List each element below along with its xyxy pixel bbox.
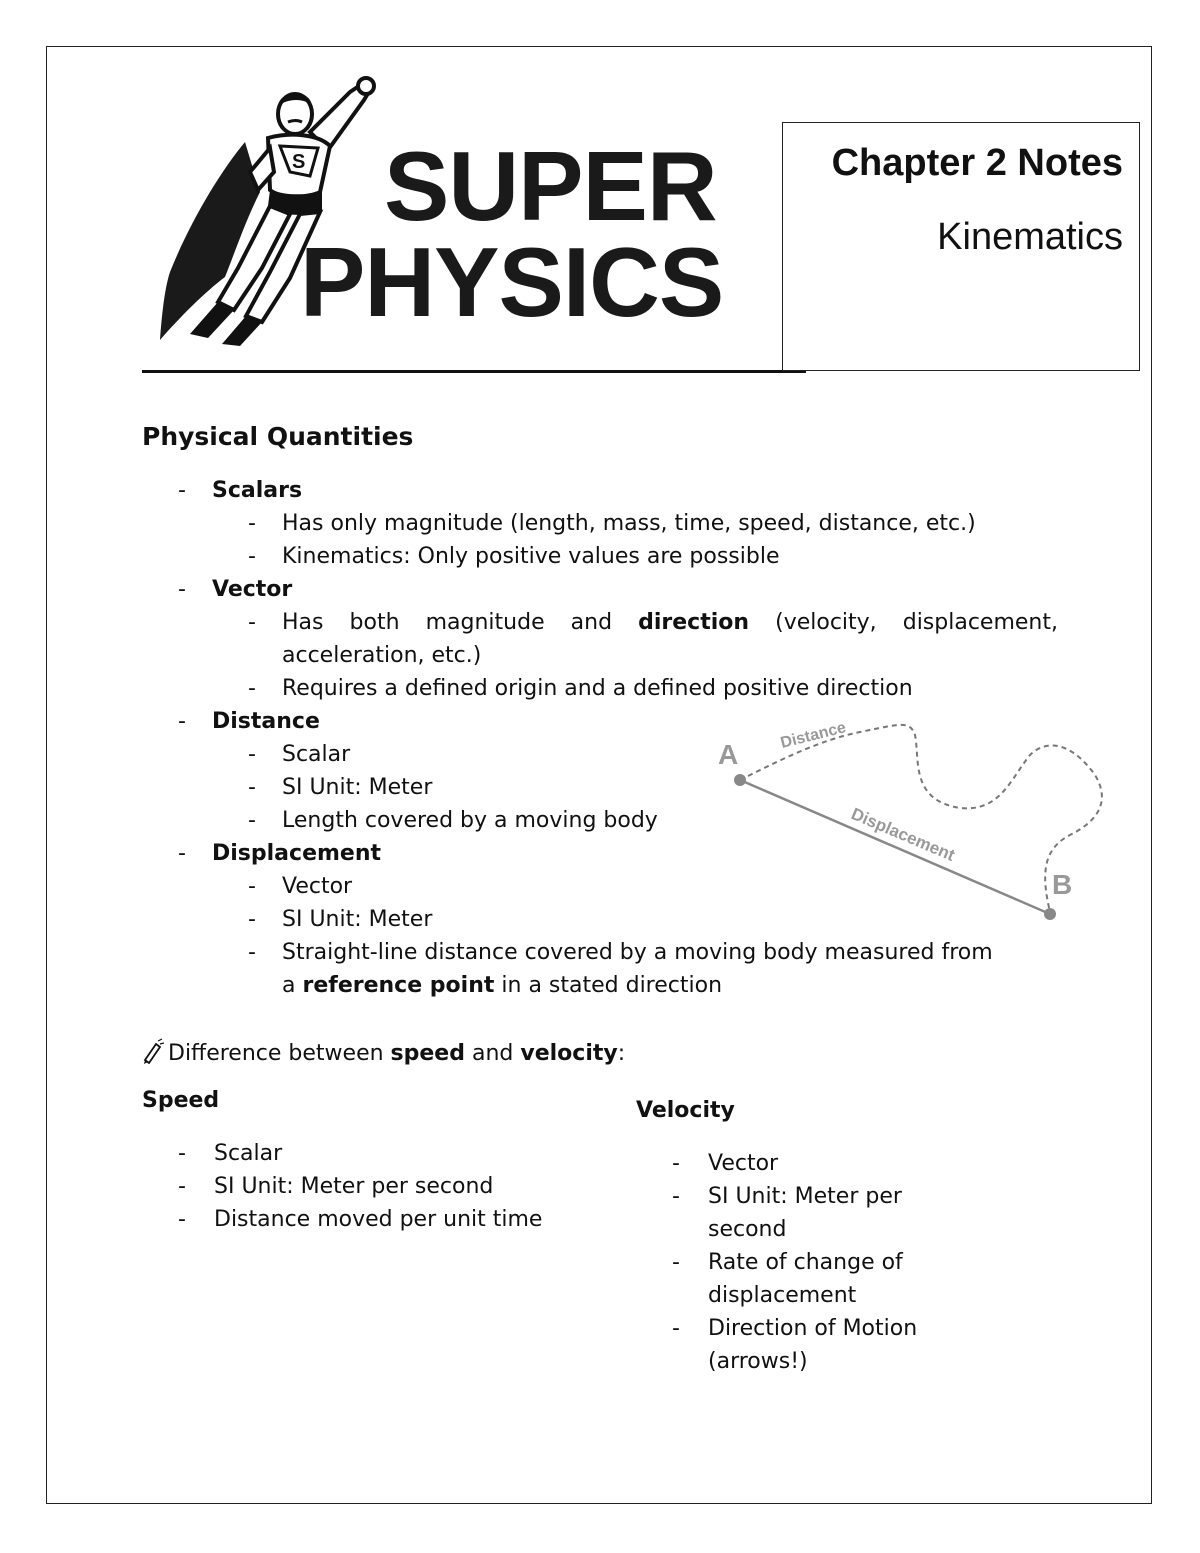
outline-subitem: - SI Unit: Meter bbox=[248, 775, 433, 800]
speed-list bbox=[178, 1137, 602, 1236]
list-item: - Direction of Motion (arrows!) bbox=[672, 1316, 918, 1374]
speed-column bbox=[142, 1084, 602, 1236]
brand-line-super: SUPER bbox=[384, 131, 717, 241]
header-divider bbox=[142, 370, 806, 373]
velocity-list bbox=[672, 1147, 962, 1378]
displacement-label: Displacement bbox=[848, 804, 958, 865]
outline-subitem-continued: acceleration, etc.) bbox=[282, 643, 482, 668]
distance-label: Distance bbox=[778, 719, 848, 752]
outline-item-displacement: - Displacement bbox=[178, 841, 382, 866]
outline-subitem-continued: a reference point in a stated direction bbox=[282, 973, 723, 998]
list-item: - Distance moved per unit time bbox=[178, 1207, 543, 1232]
difference-intro: Difference between speed and velocity: bbox=[142, 1038, 625, 1066]
velocity-heading: Velocity bbox=[636, 1098, 735, 1123]
list-item: - Scalar bbox=[178, 1141, 283, 1166]
speed-heading: Speed bbox=[142, 1088, 220, 1113]
outline-item-scalars: - Scalars bbox=[178, 478, 303, 503]
outline-subitem: - SI Unit: Meter bbox=[248, 907, 433, 932]
distance-path bbox=[740, 725, 1102, 912]
outline-subitem: - Has only magnitude (length, mass, time, speed, distance, etc.) bbox=[248, 511, 976, 536]
outline-subitem: - Scalar bbox=[248, 742, 351, 767]
brand-line-physics: PHYSICS bbox=[300, 227, 724, 337]
brand-wordmark bbox=[300, 131, 724, 337]
outline-item-vector: - Vector bbox=[178, 577, 293, 602]
point-a-dot bbox=[734, 774, 746, 786]
point-b-dot bbox=[1044, 908, 1056, 920]
section-heading: Physical Quantities bbox=[142, 422, 414, 451]
chapter-subtitle: Kinematics bbox=[937, 216, 1123, 258]
outline-subitem: - Kinematics: Only positive values are possible bbox=[248, 544, 780, 569]
list-item: - SI Unit: Meter per second bbox=[178, 1174, 494, 1199]
list-item: - SI Unit: Meter per second bbox=[672, 1184, 902, 1242]
displacement-line bbox=[740, 780, 1050, 914]
outline-subitem: - Straight-line distance covered by a moving body measured from bbox=[248, 940, 993, 965]
list-item: - Vector bbox=[672, 1151, 779, 1176]
list-item: - Rate of change of displacement bbox=[672, 1250, 903, 1308]
outline-item-distance: - Distance bbox=[178, 709, 320, 734]
chapter-box bbox=[782, 122, 1140, 371]
velocity-column bbox=[636, 1094, 1076, 1378]
pen-icon bbox=[142, 1038, 164, 1064]
svg-text:S: S bbox=[292, 151, 306, 173]
point-a-label: A bbox=[718, 739, 739, 770]
distance-displacement-diagram bbox=[700, 700, 1120, 940]
outline-subitem: - Length covered by a moving body bbox=[248, 808, 658, 833]
point-b-label: B bbox=[1052, 869, 1073, 900]
chapter-title: Chapter 2 Notes bbox=[831, 142, 1123, 184]
outline-subitem: - Vector bbox=[248, 874, 353, 899]
outline-subitem: - Has both magnitude and direction (velocity, displacement, bbox=[248, 610, 1058, 635]
outline-subitem: - Requires a defined origin and a defined positive direction bbox=[248, 676, 913, 701]
